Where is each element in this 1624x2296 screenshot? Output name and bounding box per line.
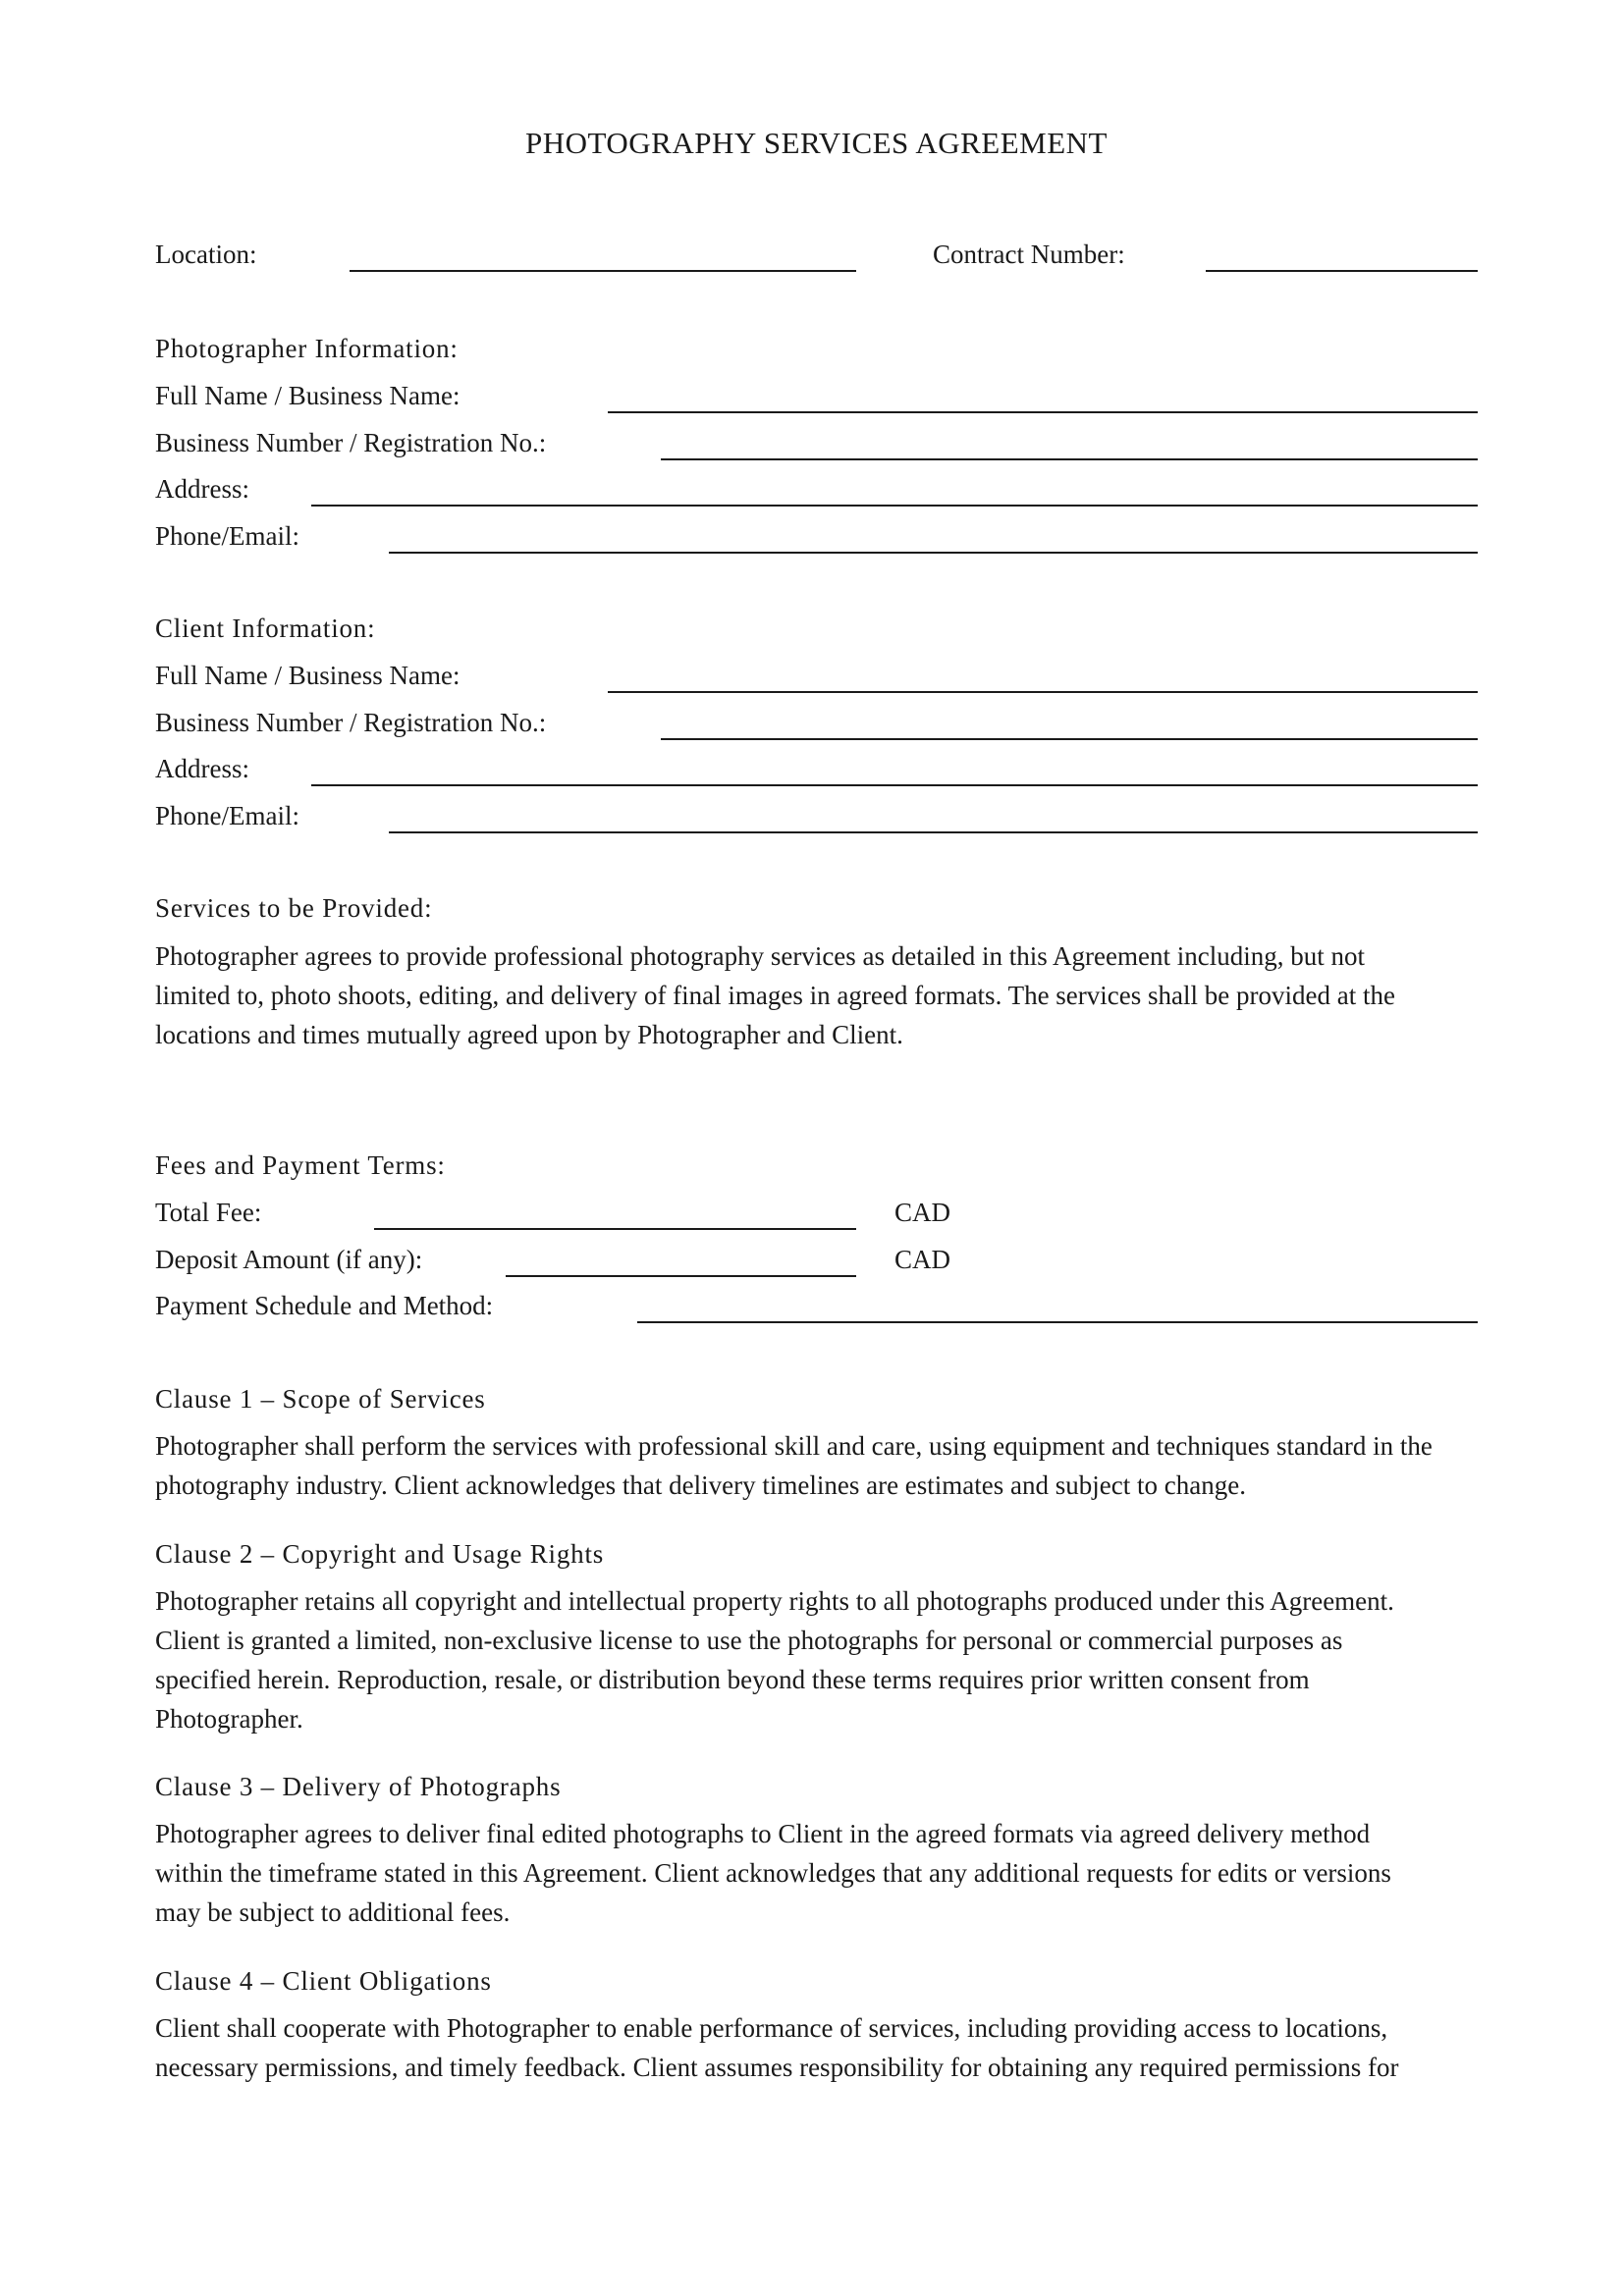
total-fee-currency: CAD xyxy=(894,1198,951,1227)
client-phone-email-label: Phone/Email: xyxy=(155,801,299,830)
paragraph-line: limited to, photo shoots, editing, and delivery of final images in agreed formats. The services shall be provided at the xyxy=(155,981,1395,1010)
paragraph-line: specified herein. Reproduction, resale, or distribution beyond these terms requires prior written consent from xyxy=(155,1665,1310,1694)
clause-3-paragraph xyxy=(155,1814,1478,1932)
payment-schedule-field[interactable] xyxy=(637,1321,1478,1323)
paragraph-line: locations and times mutually agreed upon by Photographer and Client. xyxy=(155,1020,903,1049)
paragraph-line: Client is granted a limited, non-exclusive license to use the photographs for personal or commercial purposes as xyxy=(155,1626,1343,1655)
clause-4-heading: Clause 4 – Client Obligations xyxy=(155,1966,492,1996)
paragraph-line: within the timeframe stated in this Agreement. Client acknowledges that any additional requests for edits or versions xyxy=(155,1858,1391,1888)
photographer-full-name-label: Full Name / Business Name: xyxy=(155,381,460,410)
clause-2-paragraph xyxy=(155,1581,1478,1738)
contract-number-label: Contract Number: xyxy=(933,240,1125,269)
client-full-name-field[interactable] xyxy=(608,691,1478,693)
total-fee-field[interactable] xyxy=(374,1228,856,1230)
deposit-field[interactable] xyxy=(506,1275,856,1277)
clause-4-paragraph xyxy=(155,2008,1478,2087)
fees-heading: Fees and Payment Terms: xyxy=(155,1150,446,1180)
client-address-label: Address: xyxy=(155,754,249,783)
photographer-address-field[interactable] xyxy=(311,505,1478,507)
photographer-info-heading: Photographer Information: xyxy=(155,334,459,363)
photographer-full-name-field[interactable] xyxy=(608,411,1478,413)
services-paragraph xyxy=(155,936,1478,1054)
paragraph-line: photography industry. Client acknowledges that delivery timelines are estimates and subject to change. xyxy=(155,1470,1246,1500)
paragraph-line: necessary permissions, and timely feedback. Client assumes responsibility for obtaining any required permissions for xyxy=(155,2053,1399,2082)
total-fee-label: Total Fee: xyxy=(155,1198,262,1227)
clause-2-heading: Clause 2 – Copyright and Usage Rights xyxy=(155,1539,605,1569)
client-phone-email-field[interactable] xyxy=(389,831,1478,833)
contract-number-field[interactable] xyxy=(1206,270,1478,272)
agreement-page xyxy=(155,0,1478,2296)
paragraph-line: Photographer agrees to provide professional photography services as detailed in this Agreement including, but not xyxy=(155,941,1365,971)
client-business-number-label: Business Number / Registration No.: xyxy=(155,708,547,737)
document-title: PHOTOGRAPHY SERVICES AGREEMENT xyxy=(525,126,1108,160)
services-heading: Services to be Provided: xyxy=(155,893,433,923)
paragraph-line: Photographer agrees to deliver final edited photographs to Client in the agreed formats via agreed delivery method xyxy=(155,1819,1371,1848)
client-business-number-field[interactable] xyxy=(661,738,1478,740)
client-address-field[interactable] xyxy=(311,784,1478,786)
location-label: Location: xyxy=(155,240,257,269)
photographer-business-number-field[interactable] xyxy=(661,458,1478,460)
paragraph-line: Photographer shall perform the services with professional skill and care, using equipment and techniques standard in the xyxy=(155,1431,1433,1461)
photographer-phone-email-label: Phone/Email: xyxy=(155,521,299,551)
client-info-heading: Client Information: xyxy=(155,614,376,643)
client-full-name-label: Full Name / Business Name: xyxy=(155,661,460,690)
paragraph-line: may be subject to additional fees. xyxy=(155,1897,511,1927)
deposit-label: Deposit Amount (if any): xyxy=(155,1245,423,1274)
paragraph-line: Photographer retains all copyright and intellectual property rights to all photographs produced under this Agreement. xyxy=(155,1586,1394,1616)
photographer-phone-email-field[interactable] xyxy=(389,552,1478,554)
paragraph-line: Photographer. xyxy=(155,1704,303,1734)
clause-1-paragraph xyxy=(155,1426,1478,1505)
payment-schedule-label: Payment Schedule and Method: xyxy=(155,1291,494,1320)
deposit-currency: CAD xyxy=(894,1245,951,1274)
paragraph-line: Client shall cooperate with Photographer to enable performance of services, including providing access to locations, xyxy=(155,2013,1388,2043)
photographer-business-number-label: Business Number / Registration No.: xyxy=(155,428,547,457)
photographer-address-label: Address: xyxy=(155,474,249,504)
location-field[interactable] xyxy=(350,270,856,272)
clause-1-heading: Clause 1 – Scope of Services xyxy=(155,1384,486,1414)
clause-3-heading: Clause 3 – Delivery of Photographs xyxy=(155,1772,562,1801)
